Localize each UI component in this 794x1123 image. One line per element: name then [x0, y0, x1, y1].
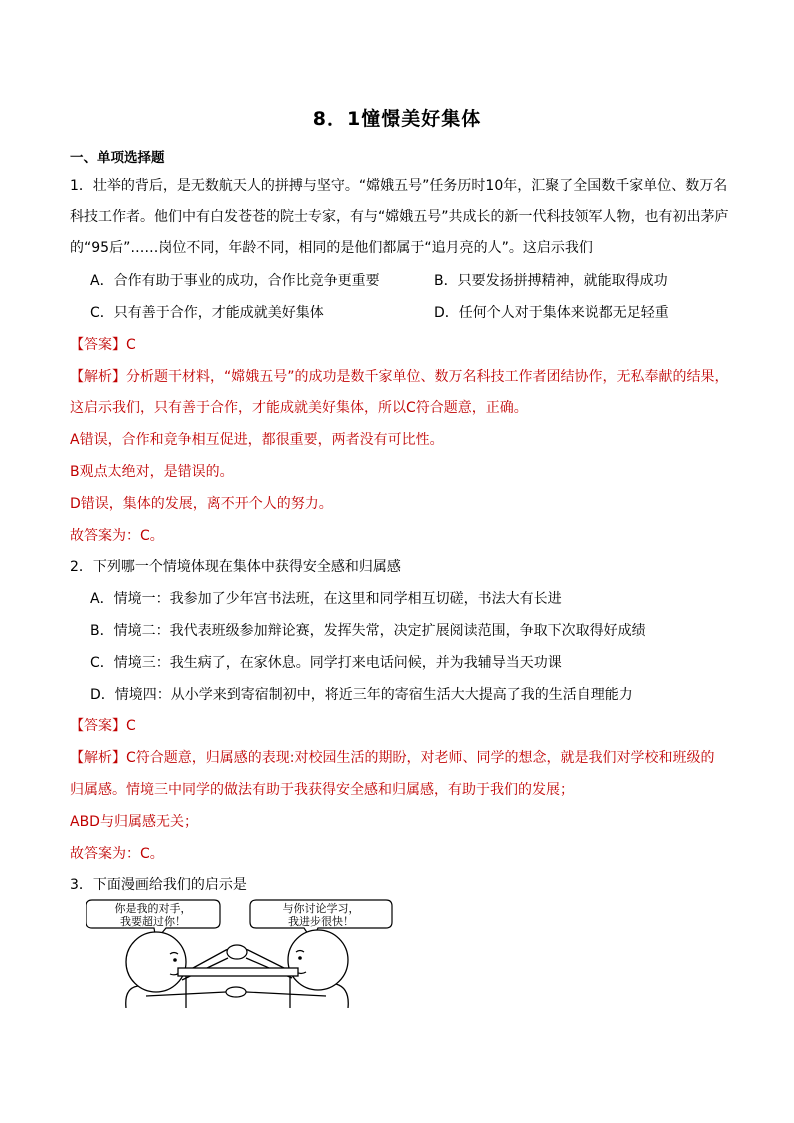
q2-analysis-line-2: 归属感。情境三中同学的做法有助于我获得安全感和归属感，有助于我们的发展；	[70, 782, 574, 798]
q1-option-b: B．只要发扬拼搏精神，就能取得成功	[434, 273, 668, 289]
q2-option-c: C．情境三：我生病了，在家休息。同学打来电话问候，并为我辅导当天功课	[90, 655, 562, 671]
analysis-label: 【解析】	[70, 750, 126, 766]
page-title: 8．1憧憬美好集体	[312, 108, 482, 130]
q1-analysis-line-6: 故答案为：C。	[70, 528, 164, 544]
section-heading: 一、单项选择题	[70, 150, 165, 166]
q1-analysis-line-1	[70, 367, 729, 387]
left-figure-head	[126, 932, 186, 992]
q2-answer	[70, 716, 136, 736]
q2-option-d: D．情境四：从小学来到寄宿制初中，将近三年的寄宿生活大大提高了我的生活自理能力	[90, 687, 633, 703]
handshake	[226, 987, 246, 997]
bubble-left-line-2: 我要超过你！	[120, 915, 186, 928]
table-top	[178, 968, 298, 976]
answer-value: C	[126, 718, 136, 734]
comic-illustration	[86, 896, 416, 1008]
q1-analysis-line-4: B观点太绝对，是错误的。	[70, 464, 234, 480]
answer-value: C	[126, 337, 136, 353]
bubble-right-line-1: 与你讨论学习，	[282, 902, 360, 915]
q1-option-a: A．合作有助于事业的成功，合作比竞争更重要	[90, 273, 380, 289]
answer-label: 【答案】	[70, 337, 126, 353]
q1-analysis-line-2: 这启示我们，只有善于合作，才能成就美好集体，所以C符合题意，正确。	[70, 400, 528, 416]
q1-stem-line-1: 1．壮举的背后，是无数航天人的拼搏与坚守。“嫦娥五号”任务历时10年，汇聚了全国数千家单位、数万名	[70, 178, 728, 194]
answer-label: 【答案】	[70, 718, 126, 734]
analysis-label: 【解析】	[70, 369, 126, 385]
q1-answer	[70, 335, 136, 355]
q2-analysis-line-3: ABD与归属感无关；	[70, 814, 198, 830]
q2-analysis-line-4: 故答案为：C。	[70, 846, 164, 862]
clasped-hands	[227, 945, 247, 959]
q1-option-c: C．只有善于合作，才能成就美好集体	[90, 305, 324, 321]
analysis-text: C符合题意，归属感的表现:对校园生活的期盼，对老师、同学的想念，就是我们对学校和班级的	[126, 750, 715, 766]
q1-analysis-line-5: D错误，集体的发展，离不开个人的努力。	[70, 496, 333, 512]
right-figure-head	[288, 930, 348, 990]
bubble-left-line-1: 你是我的对手，	[114, 902, 192, 915]
q3-stem: 3．下面漫画给我们的启示是	[70, 877, 247, 893]
analysis-text: 分析题干材料，“嫦娥五号”的成功是数千家单位、数万名科技工作者团结协作，无私奉献的结果，	[126, 369, 729, 385]
bubble-right-line-2: 我进步很快！	[288, 915, 354, 928]
q1-analysis-line-3: A错误，合作和竞争相互促进，都很重要，两者没有可比性。	[70, 432, 444, 448]
q1-stem-line-2: 科技工作者。他们中有白发苍苍的院士专家，有与“嫦娥五号”共成长的新一代科技领军人物，也有初出茅庐	[70, 209, 729, 225]
q1-stem-line-3: 的“95后”……岗位不同，年龄不同，相同的是他们都属于“追月亮的人”。这启示我们	[70, 240, 593, 256]
q1-option-d: D．任何个人对于集体来说都无足轻重	[434, 305, 669, 321]
q2-stem: 2．下列哪一个情境体现在集体中获得安全感和归属感	[70, 559, 401, 575]
q2-option-a: A．情境一：我参加了少年宫书法班，在这里和同学相互切磋，书法大有长进	[90, 591, 562, 607]
q2-option-b: B．情境二：我代表班级参加辩论赛，发挥失常，决定扩展阅读范围，争取下次取得好成绩	[90, 623, 646, 639]
q2-analysis-line-1	[70, 748, 715, 768]
